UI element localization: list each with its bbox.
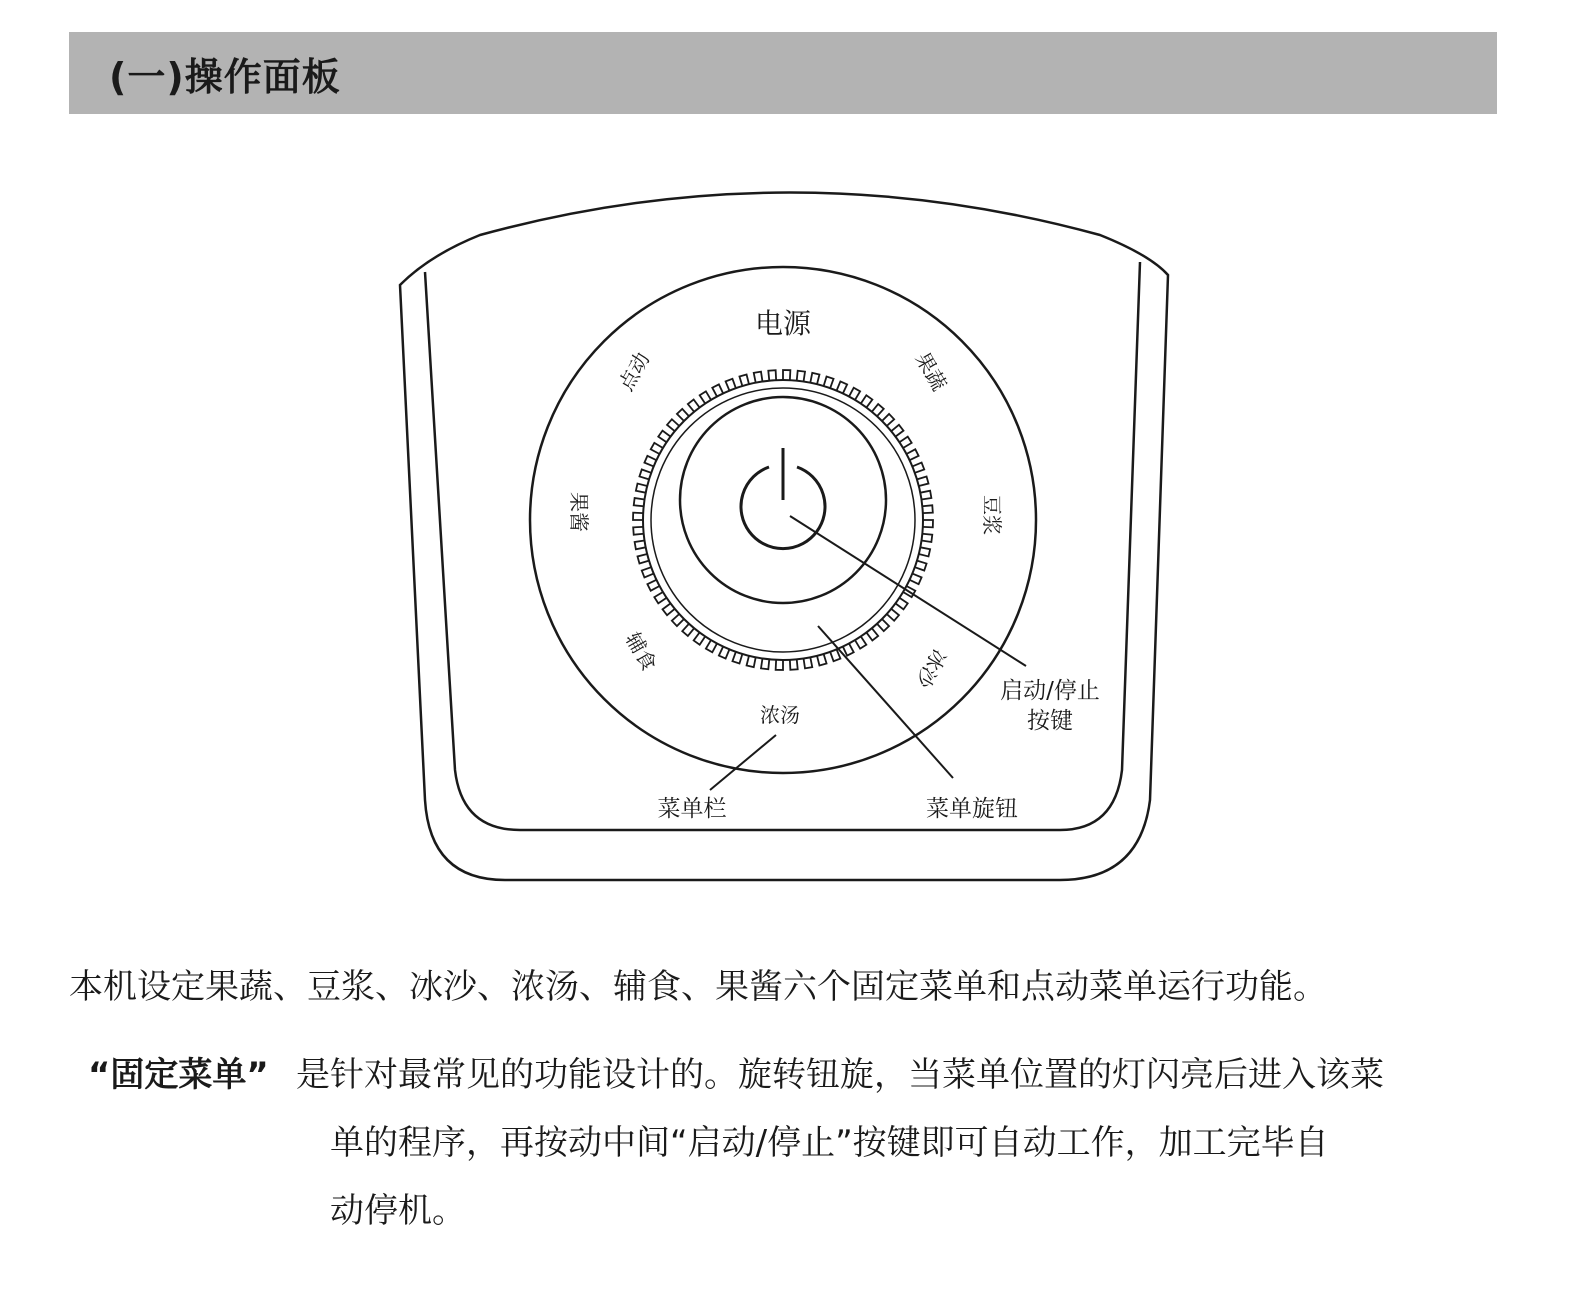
menu-item-nongtang: 浓汤 bbox=[760, 703, 800, 727]
menu-item-bingsha: 冰沙 bbox=[910, 645, 952, 692]
menu-item-fushi: 辅食 bbox=[620, 628, 662, 675]
knob-ridge bbox=[783, 370, 790, 380]
paragraph-fixed-menu-line3: 动停机。 bbox=[330, 1191, 466, 1231]
knob-ridge bbox=[633, 527, 643, 535]
menu-item-guoshu: 果蔬 bbox=[910, 348, 952, 395]
knob-ridge bbox=[633, 513, 643, 520]
menu-item-diandong: 点动 bbox=[613, 348, 655, 395]
fixed-menu-term: “固定菜单” bbox=[88, 1055, 269, 1095]
paragraph-fixed-menu-line2: 单的程序，再按动中间“启动/停止”按键即可自动工作，加工完毕自 bbox=[330, 1123, 1329, 1163]
callout-menu-bar: 菜单栏 bbox=[657, 796, 727, 822]
knob-ridge bbox=[776, 660, 783, 670]
paragraph-intro: 本机设定果蔬、豆浆、冰沙、浓汤、辅食、果酱六个固定菜单和点动菜单运行功能。 bbox=[69, 967, 1327, 1007]
knob-ridge bbox=[922, 505, 932, 513]
paragraph-fixed-menu-line1: 是针对最常见的功能设计的。旋转钮旋，当菜单位置的灯闪亮后进入该菜 bbox=[296, 1055, 1384, 1095]
power-label: 电源 bbox=[754, 307, 812, 340]
section-title: (一)操作面板 bbox=[109, 55, 341, 99]
callout-menu-knob: 菜单旋钮 bbox=[926, 796, 1018, 822]
knob-ridge bbox=[768, 370, 776, 380]
menu-item-doujiang: 豆浆 bbox=[980, 495, 1004, 535]
menu-item-guojiang: 果酱 bbox=[567, 492, 591, 532]
knob-ridge bbox=[790, 659, 798, 669]
callout-line-menu-bar bbox=[710, 735, 776, 790]
paragraph-fixed-menu-lead bbox=[88, 1040, 269, 1110]
callout-start-stop-line1: 启动/停止 bbox=[1000, 678, 1100, 704]
knob-ridge bbox=[923, 520, 933, 527]
callout-start-stop-line2: 按键 bbox=[1027, 708, 1073, 734]
